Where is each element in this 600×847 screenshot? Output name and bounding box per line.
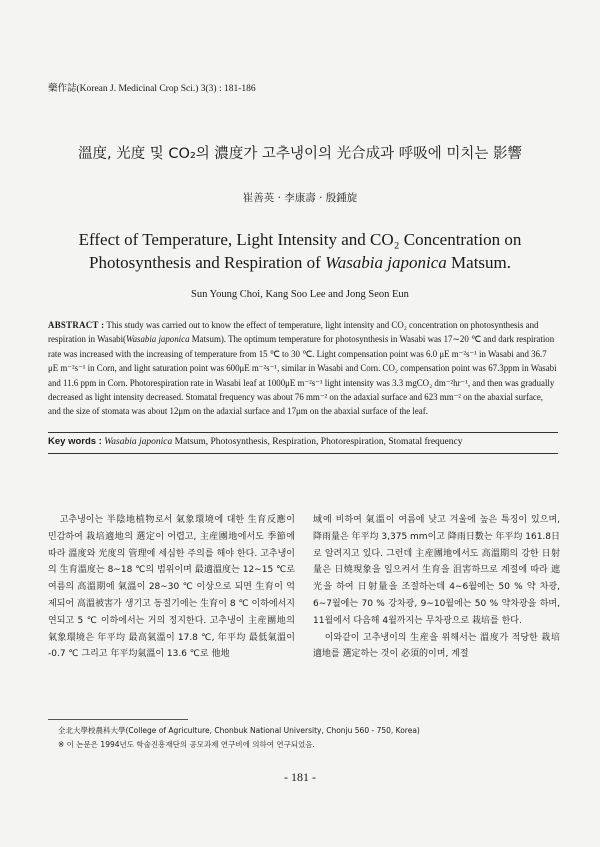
body-paragraph: 이와같이 고추냉이의 生産을 위해서는 溫度가 적당한 栽培適地를 選定하는 것이 必須的이며, 계절 bbox=[313, 632, 560, 660]
korean-authors: 崔善英 · 李康壽 · 殷鍾旋 bbox=[242, 192, 358, 204]
abstract-text-1: This study was carried out to know the effect of temperature, light intensity and CO₂ concentration on photosynthesis and respiration in Wasabi( bbox=[48, 320, 539, 345]
abstract bbox=[48, 318, 558, 419]
body-column-left bbox=[48, 512, 295, 663]
body-column-right bbox=[313, 512, 560, 663]
english-title-line-1: Effect of Temperature, Light Intensity and CO₂ Concentration on bbox=[78, 230, 522, 249]
species-name: Wasabia japonica bbox=[325, 253, 447, 272]
body-paragraph: 고추냉이는 半陰地植物로서 氣象環境에 대한 生育反應이 민감하여 栽培適地의 選定이 어렵고, 主産團地에서도 季節에 따라 溫度와 光度의 管理에 세심한 주의를 해야 한다. 고추냉이의 生育溫度는 8∼18 ℃의 범위이며 最適溫度는 12∼15 ℃로 여름의 高溫期에 氣溫이 28∼30 ℃ 이상으로 되면 生育이 억제되어 高溫被害가 생기고 동절기에는 生育이 8 ℃ 이하에서지연되고 5 ℃ 이하에서는 거의 정지한다. 고추냉이 主産團地의 氣象環境은 年平均 最高氣溫이 17.8 ℃, 年平均 最低氣溫이 -0.7 ℃ 그리고 年平均氣溫이 13.6 ℃로 他地 bbox=[48, 515, 295, 660]
abstract-species: Wasabia japonica bbox=[126, 334, 190, 345]
footnote-rule bbox=[48, 719, 188, 720]
abstract-text-2: Matsum). The optimum temperature for photosynthesis in Wasabi was 17∼20 ℃ and dark respiration rate was increased with the increasing of temperature from 15 ℃ to 30 ℃. Light compensation point was 6.0 μE m⁻²s⁻¹ in Wasabi and 36.7 μE m⁻²s⁻¹ in Corn, and light saturation point was 600μE m⁻²s⁻¹, similar in Wasabi and Corn. CO₂ compensation point was 67.3ppm in Wasabi and 11.6 ppm in Corn. Photorespiration rate in Wasabi leaf at 1000μE m⁻²s⁻¹ light intensity was 3.3 mgCO₂ dm⁻²hr⁻¹, and then was gradually decreased as light intensity decreased. Stomatal frequency was about 76 mm⁻² on the adaxial surface and 623 mm⁻² on the abaxial surface, and the size of stomata was about 12μm on the adaxial surface and 17μm on the abaxial surface of the leaf. bbox=[48, 334, 557, 417]
keywords-bottom-rule bbox=[48, 453, 558, 454]
english-title bbox=[30, 228, 570, 274]
english-title-line-2: Photosynthesis and Respiration of Wasabia japonica Matsum. bbox=[88, 253, 512, 272]
abstract-label: ABSTRACT : bbox=[48, 320, 105, 330]
keywords-species: Wasabia japonica bbox=[104, 437, 173, 447]
keywords bbox=[48, 436, 558, 447]
keywords-top-rule bbox=[48, 432, 558, 433]
journal-header: 藥作誌(Korean J. Medicinal Crop Sci.) 3(3) : 181-186 bbox=[48, 84, 256, 94]
page-number: - 181 - bbox=[284, 770, 316, 784]
footnote-funding: ※ 이 논문은 1994년도 학술진흥재단의 공모과제 연구비에 의하여 연구되었음. bbox=[58, 740, 315, 749]
footnote-affiliation: 全北大學校農科大學(College of Agriculture, Chonbuk National University, Chonju 560 - 750, Korea) bbox=[58, 726, 420, 735]
english-authors: Sun Young Choi, Kang Soo Lee and Jong Seon Eun bbox=[191, 289, 409, 300]
keywords-label: Key words : bbox=[48, 436, 102, 447]
keywords-list: Matsum, Photosynthesis, Respiration, Photorespiration, Stomatal frequency bbox=[172, 437, 463, 447]
korean-title: 溫度, 光度 및 CO₂의 濃度가 고추냉이의 光合成과 呼吸에 미치는 影響 bbox=[77, 146, 523, 162]
body-paragraph: 域에 비하여 氣溫이 여름에 낮고 겨울에 높은 특징이 있으며, 降雨量은 年平均 3,375 mm이고 降雨日數는 年平均 161.8日로 알려지고 있다. 그런데 主産團地에서도 高溫期의 강한 日射量은 日燒現象을 일으켜서 生育을 沮害하므로 계절에 따라 遮光을 하여 日射量을 조절하는데 4∼6월에는 50 % 약 차광, 6∼7월에는 70 % 강차광, 9∼10월에는 50 % 약차광을 하며, 11월에서 다음해 4월까지는 무차광으로 栽培를 한다. bbox=[313, 515, 561, 626]
